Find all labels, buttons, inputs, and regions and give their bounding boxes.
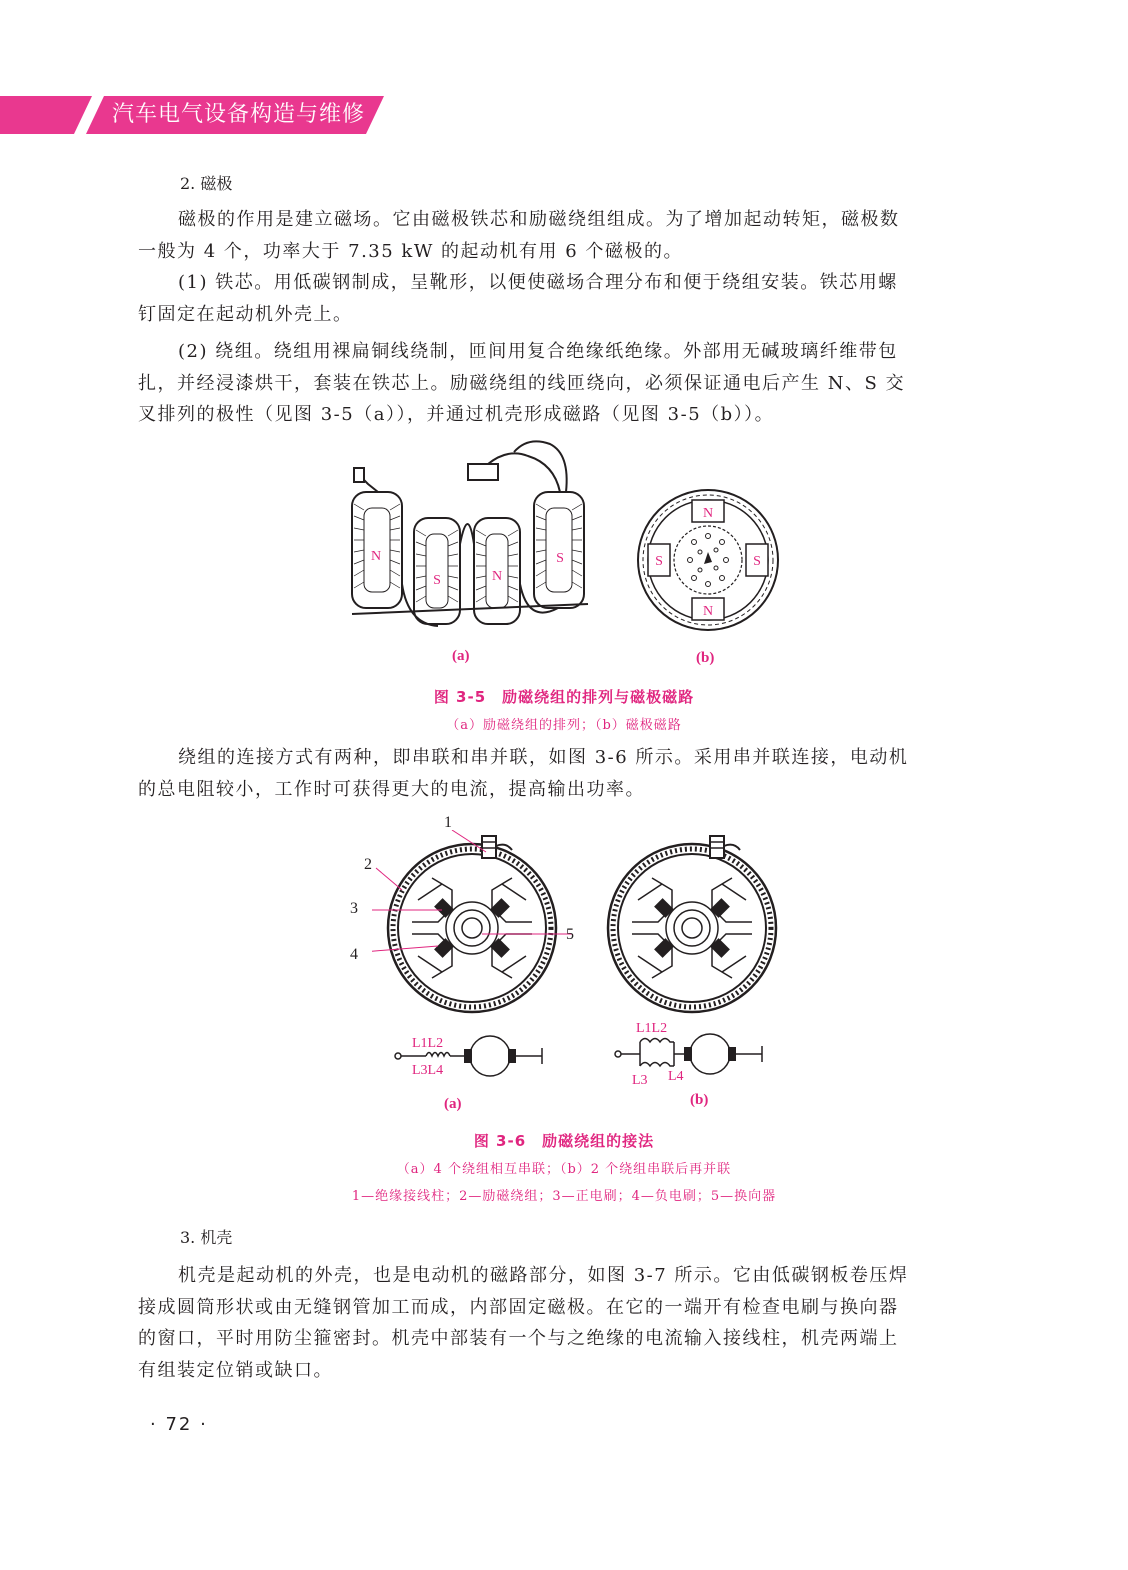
text-line: 钉固定在起动机外壳上。 [138, 303, 353, 325]
paragraph-poles-intro [138, 204, 990, 267]
section-heading-housing: 3. 机壳 [180, 1228, 233, 1247]
paragraph-core [138, 267, 990, 330]
figure-3-5b-magnetic-circuit [634, 486, 782, 634]
pole-label: N [370, 549, 382, 564]
circuit-diagram-b [612, 1018, 772, 1092]
figure-3-6-caption: 图 3-6 励磁绕组的接法 [473, 1132, 655, 1150]
pole-label: S [655, 554, 663, 569]
pole-label: S [556, 551, 564, 566]
page-number: · 72 · [150, 1414, 208, 1435]
circuit-b-label-left: L3 [632, 1073, 648, 1088]
text-line: 叉排列的极性（见图 3-5（a）），并通过机壳形成磁路（见图 3-5（b））。 [138, 404, 775, 425]
text-line: (2) 绕组。绕组用裸扁铜线绕制，匝间用复合绝缘纸绝缘。外部用无碱玻璃纤维带包 [178, 341, 898, 362]
text-line: 磁极的作用是建立磁场。它由磁极铁芯和励磁绕组组成。为了增加起动转矩，磁极数 [178, 209, 900, 230]
pole-label: N [702, 506, 714, 521]
text-line: 有组装定位销或缺口。 [138, 1359, 333, 1381]
subfigure-label-b: (b) [690, 1092, 709, 1108]
circuit-b-label-right: L4 [668, 1069, 684, 1084]
figure-3-6-subcaption: （a）4 个绕组相互串联；（b）2 个绕组串联后再并联 [396, 1162, 732, 1177]
pole-label: N [702, 604, 714, 619]
callout-2: 2 [364, 856, 372, 873]
text-line: 接成圆筒形状或由无缝钢管加工而成，内部固定磁极。在它的一端开有检查电刷与换向器 [138, 1296, 899, 1318]
circuit-a-label-top: L1L2 [412, 1036, 444, 1051]
circuit-b-label-top: L1L2 [636, 1021, 668, 1036]
text-line: 绕组的连接方式有两种，即串联和串并联，如图 3-6 所示。采用串并联连接，电动机 [178, 747, 909, 768]
callout-3: 3 [350, 900, 358, 917]
callout-5: 5 [566, 926, 574, 943]
pole-label: N [491, 569, 503, 584]
callout-4: 4 [350, 946, 358, 963]
figure-3-6b-series-parallel-connection [600, 832, 784, 1014]
figure-3-5a-winding-arrangement [338, 434, 598, 640]
paragraph-housing [138, 1260, 990, 1386]
paragraph-winding [138, 336, 990, 431]
text-line: 机壳是起动机的外壳，也是电动机的磁路部分，如图 3-7 所示。它由低碳钢板卷压焊 [178, 1265, 909, 1286]
circuit-diagram-a [392, 1024, 552, 1090]
pole-label: S [433, 573, 441, 588]
text-line: (1) 铁芯。用低碳钢制成，呈靴形，以便使磁场合理分布和便于绕组安装。铁芯用螺 [178, 272, 898, 293]
paragraph-connection [138, 742, 990, 805]
running-header-title: 汽车电气设备构造与维修 [112, 102, 366, 127]
figure-3-5-caption: 图 3-5 励磁绕组的排列与磁极磁路 [433, 688, 695, 706]
section-heading-poles: 2. 磁极 [180, 174, 233, 193]
text-line: 的窗口，平时用防尘箍密封。机壳中部装有一个与之绝缘的电流输入接线柱，机壳两端上 [138, 1328, 899, 1349]
pole-label: S [753, 554, 761, 569]
text-line: 扎，并经浸漆烘干，套装在铁芯上。励磁绕组的线匝绕向，必须保证通电后产生 N、S 交 [138, 372, 906, 394]
figure-3-6-legend: 1—绝缘接线柱；2—励磁绕组；3—正电刷；4—负电刷；5—换向器 [351, 1189, 777, 1204]
callout-1: 1 [444, 814, 452, 831]
circuit-a-label-bottom: L3L4 [412, 1063, 444, 1078]
figure-3-5-subcaption: （a）励磁绕组的排列；（b）磁极磁路 [446, 718, 682, 733]
text-line: 的总电阻较小，工作时可获得更大的电流，提高输出功率。 [138, 778, 645, 800]
subfigure-label-a: (a) [452, 648, 470, 664]
subfigure-label-a: (a) [444, 1096, 462, 1112]
text-line: 一般为 4 个，功率大于 7.35 kW 的起动机有用 6 个磁极的。 [138, 240, 683, 262]
subfigure-label-b: (b) [696, 650, 715, 666]
figure-3-6a-series-connection [372, 830, 572, 1014]
